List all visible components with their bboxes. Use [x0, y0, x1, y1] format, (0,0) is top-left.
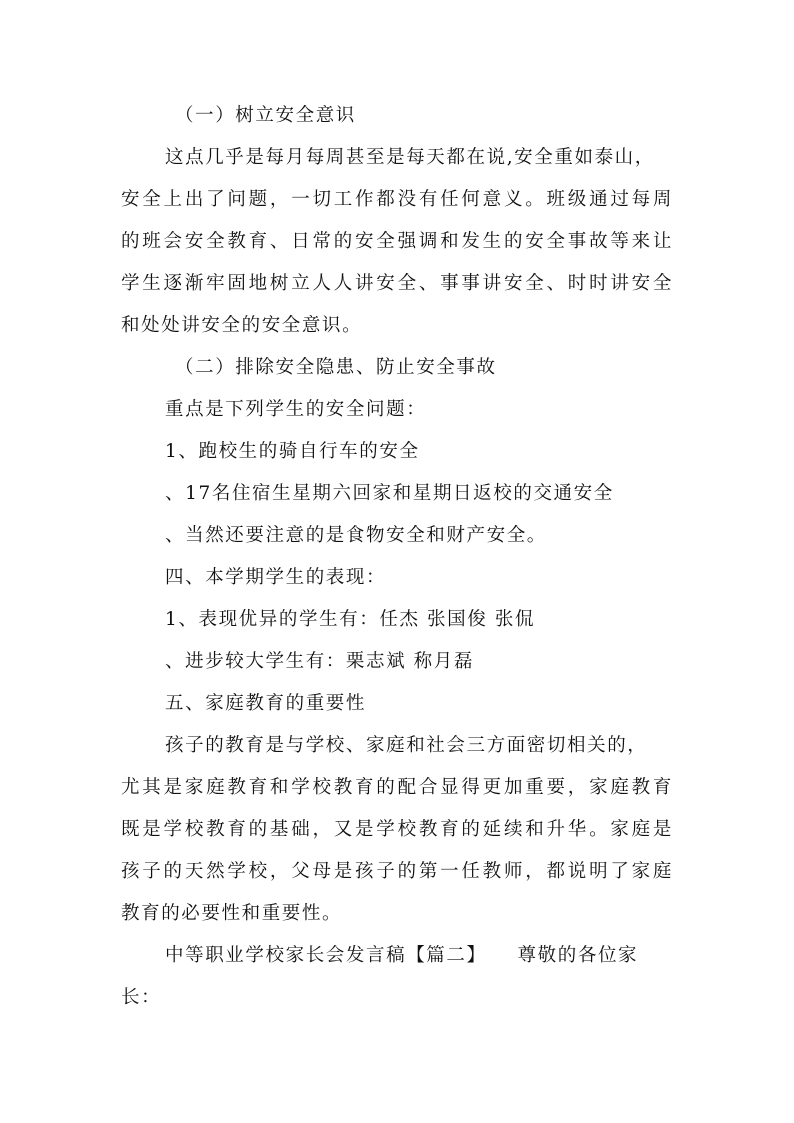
paragraph1-line4: 学生逐渐牢固地树立人人讲安全、事事讲安全、时时讲安全: [121, 273, 673, 294]
section4-heading: 四、本学期学生的表现：: [165, 567, 387, 588]
paragraph1-line1: 这点几乎是每月每周甚至是每天都在说,安全重如泰山，: [165, 147, 655, 168]
paragraph2-line3: 既是学校教育的基础，又是学校教育的延续和升华。家庭是: [121, 819, 673, 840]
closing-line1: 中等职业学校家长会发言稿【篇二】 尊敬的各位家: [165, 945, 639, 966]
section5-heading: 五、家庭教育的重要性: [165, 693, 367, 714]
list-item: 、进步较大学生有：栗志斌 称月磊: [165, 651, 474, 672]
section1-heading: （一）树立安全意识: [175, 105, 356, 126]
list-item: 、当然还要注意的是食物安全和财产安全。: [165, 525, 547, 546]
paragraph1-line3: 的班会安全教育、日常的安全强调和发生的安全事故等来让: [121, 231, 673, 252]
paragraph2-line1: 孩子的教育是与学校、家庭和社会三方面密切相关的，: [165, 735, 648, 756]
list-item: 1、跑校生的骑自行车的安全: [165, 441, 420, 462]
paragraph1-line2: 安全上出了问题，一切工作都没有任何意义。班级通过每周: [121, 189, 673, 210]
focus-intro: 重点是下列学生的安全问题：: [165, 399, 427, 420]
list-item: 1、表现优异的学生有：任杰 张国俊 张侃: [165, 609, 536, 630]
section2-heading: （二）排除安全隐患、防止安全事故: [175, 357, 497, 378]
list-item: 、17名住宿生星期六回家和星期日返校的交通安全: [165, 483, 614, 504]
closing-line2: 长：: [121, 987, 162, 1008]
paragraph2-line4: 孩子的天然学校，父母是孩子的第一任教师，都说明了家庭: [121, 861, 673, 882]
paragraph1-line5: 和处处讲安全的安全意识。: [121, 315, 363, 336]
paragraph2-line5: 教育的必要性和重要性。: [121, 903, 343, 924]
paragraph2-line2: 尤其是家庭教育和学校教育的配合显得更加重要，家庭教育: [121, 777, 673, 798]
